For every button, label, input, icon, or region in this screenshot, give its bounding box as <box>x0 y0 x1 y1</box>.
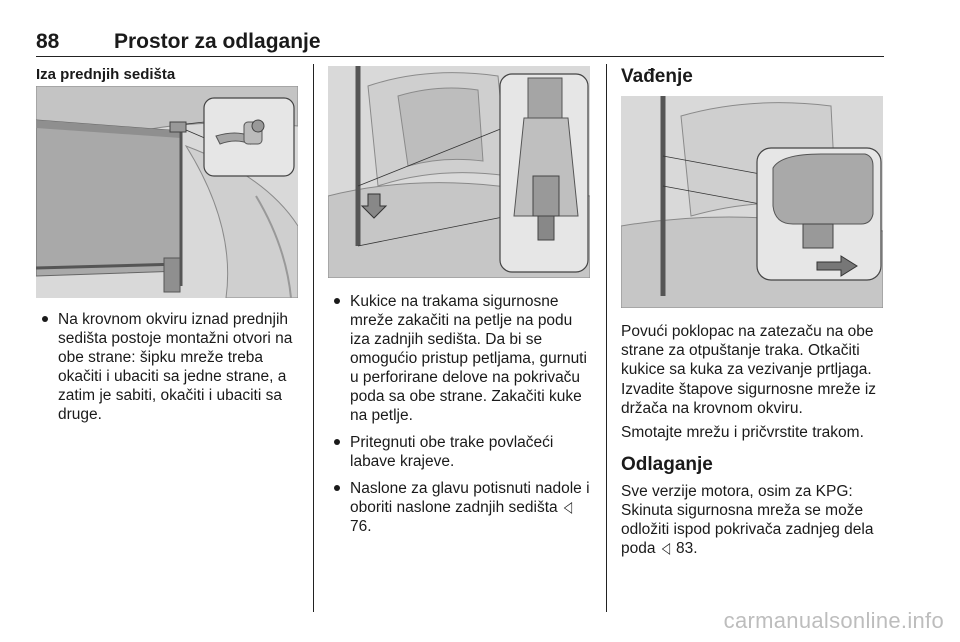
storage-text: Sve verzije motora, osim za KPG: Skinuta sigurnosna mreža se može odložiti ispod pokrivača zadnjeg dela poda <box>621 483 874 557</box>
page-reference[interactable]: 76. <box>350 518 372 535</box>
section-heading-storage: Odlaganje <box>621 454 713 475</box>
column-divider-1 <box>313 64 314 612</box>
page-reference-icon: ◁ <box>661 540 670 557</box>
bullet-dot <box>334 298 340 304</box>
bullet-text: Kukice na trakama sigurnosne mreže zakačiti na petlje na podu iza zadnjih sedišta. Da bi se omogućio pristup petljama, gurnuti u perforirane delove na pokrivaču poda sa obe strane. Zakačiti kuke na petlje. <box>350 293 587 424</box>
bullet-dot <box>334 439 340 445</box>
section-heading-front-seats: Iza prednjih sedišta <box>36 66 176 83</box>
watermark: carmanualsonline.info <box>723 608 944 633</box>
roof-mount-illustration <box>36 86 298 298</box>
page-number: 88 <box>36 30 60 53</box>
bullet-dot <box>42 316 48 322</box>
list-item <box>36 310 300 424</box>
bullet-list-front <box>36 310 300 432</box>
list-item <box>328 479 594 536</box>
paragraph-remove-rods: Izvadite štapove sigurnosne mreže iz držača na krovnom okviru. <box>621 381 877 417</box>
tensioner-release-illustration <box>621 96 883 308</box>
paragraph-release: Povući poklopac na zatezaču na obe strane za otpuštanje traka. Otkačiti kukice sa kuka za vezivanje prtljaga. <box>621 323 874 378</box>
list-item <box>328 292 594 425</box>
page-reference[interactable]: 83. <box>676 540 698 557</box>
page-title: Prostor za odlaganje <box>114 30 321 53</box>
bullet-text: Naslone za glavu potisnuti nadole i oboriti naslone zadnjih sedišta <box>350 480 590 516</box>
floor-hook-illustration <box>328 66 590 278</box>
page-reference-icon: ◁ <box>563 499 573 516</box>
paragraph-storage <box>621 482 889 558</box>
bullet-text: Pritegnuti obe trake povlačeći labave krajeve. <box>350 434 554 470</box>
column-divider-2 <box>606 64 607 612</box>
list-item <box>328 433 594 471</box>
bullet-dot <box>334 485 340 491</box>
bullet-list-attach <box>328 292 594 544</box>
bullet-text: Na krovnom okviru iznad prednjih sedišta postoje montažni otvori na obe strane: šipku mreže treba okačiti i ubaciti sa jedne strane, a zatim je sabiti, okačiti i ubaciti sa druge. <box>58 311 293 423</box>
paragraph-roll-up: Smotajte mrežu i pričvrstite trakom. <box>621 424 864 441</box>
section-heading-removal: Vađenje <box>621 66 693 87</box>
header-rule <box>36 56 884 57</box>
